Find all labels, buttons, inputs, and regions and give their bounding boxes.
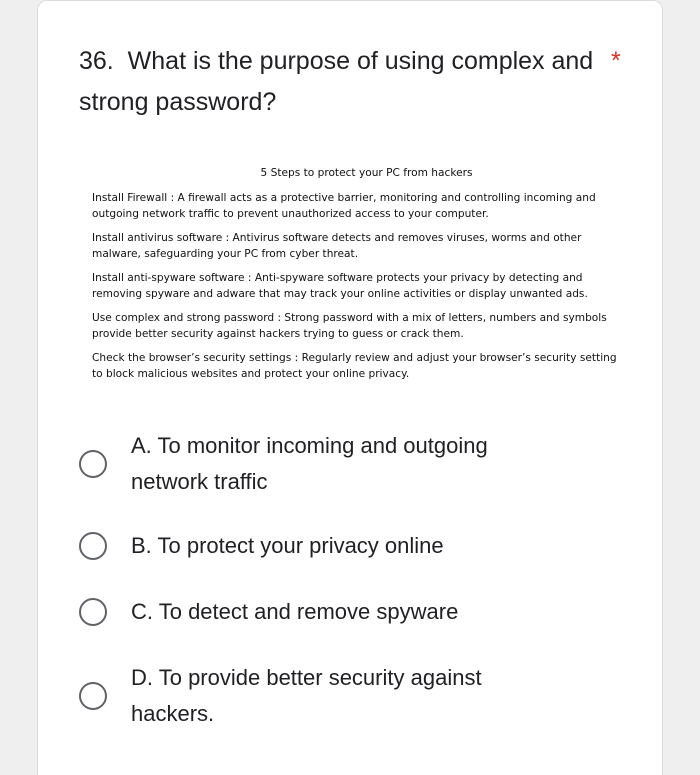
option-a[interactable] [79,428,599,500]
option-b-label[interactable]: B. To protect your privacy online [131,533,444,558]
question-image [92,160,627,390]
option-d[interactable] [79,660,599,732]
question-title [79,41,599,123]
question-number: 36. [79,47,114,75]
image-title: 5 Steps to protect your PC from hackers [260,167,473,179]
question-text: What is the purpose of using complex and strong password? [79,47,594,116]
option-d-label[interactable]: D. To provide better security against hackers. [131,665,482,726]
radio-button-d[interactable] [79,682,107,710]
image-step-antispyware: Install anti-spyware software : Anti-spyware software protects your privacy by detecting and removing spyware and adware that may track your online activities or display unwanted ads. [92,272,588,300]
image-step-browser: Check the browser’s security settings : Regularly review and adjust your browser’s security setting to block malicious websites and protect your online privacy. [92,352,617,380]
option-c-label[interactable]: C. To detect and remove spyware [131,599,459,624]
image-step-firewall: Install Firewall : A firewall acts as a protective barrier, monitoring and controlling incoming and outgoing network traffic to prevent unauthorized access to your computer. [92,192,596,220]
image-step-password: Use complex and strong password : Strong password with a mix of letters, numbers and symbols provide better security against hackers trying to guess or crack them. [92,312,607,340]
option-a-label[interactable]: A. To monitor incoming and outgoing network traffic [131,433,488,494]
radio-button-a[interactable] [79,450,107,478]
option-b[interactable] [79,528,599,564]
option-c[interactable] [79,594,599,630]
required-asterisk: * [611,47,621,75]
radio-button-b[interactable] [79,532,107,560]
image-step-antivirus: Install antivirus software : Antivirus software detects and removes viruses, worms and other malware, safeguarding your PC from cyber threat. [92,232,582,260]
radio-button-c[interactable] [79,598,107,626]
